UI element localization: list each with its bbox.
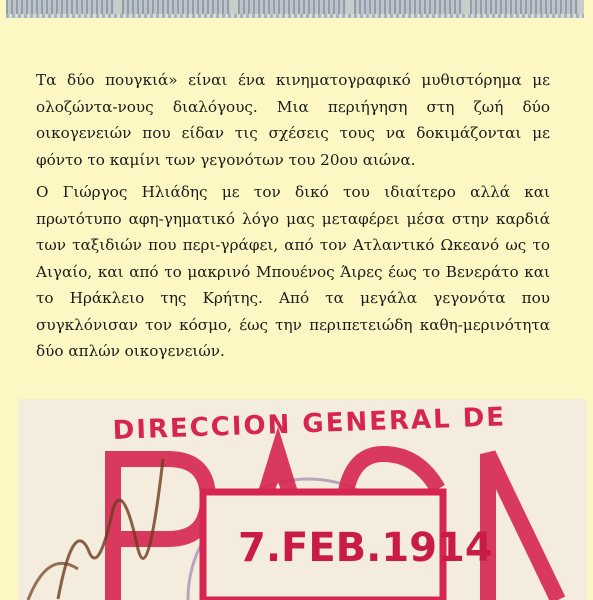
paragraph-1: Τα δύο πουγκιά» είναι ένα κινηματογραφικό μυθιστόρημα με ολοζώντα-νους διαλόγους. Μια περιήγηση στη ζωή δύο οικογενειών που είδαν τις σχέσεις τους να δοκιμάζονται με φόντο το καμίνι των γεγονότων του 20ου αιώνα. [36,71,550,169]
postmark-image [18,399,587,600]
postmark-date: 7.FEB.1914 [238,525,493,571]
postmark-header: DIRECCION GENERAL DE [112,402,507,446]
postmark-graphic [18,399,587,600]
description-text [36,67,550,365]
paragraph-2: Ο Γιώργος Ηλιάδης με τον δικό του ιδιαίτερο αλλά και πρωτότυπο αφη-γηματικό λόγο μας μεταφέρει μέσα στην καρδιά των ταξιδιών που περι-γράφει, από τον Ατλαντικό Ωκεανό ως το Αιγαίο, και από το μακρινό Μπουένος Άιρες έως το Βενεράτο και το Ηράκλειο της Κρήτης. Από τα μεγάλα γεγονότα που συγκλόνισαν τον κόσμο, έως την περιπετειώδη καθη-μερινότητα δύο απλών οικογενειών. [36,183,550,360]
stamps-strip-image [6,0,584,18]
